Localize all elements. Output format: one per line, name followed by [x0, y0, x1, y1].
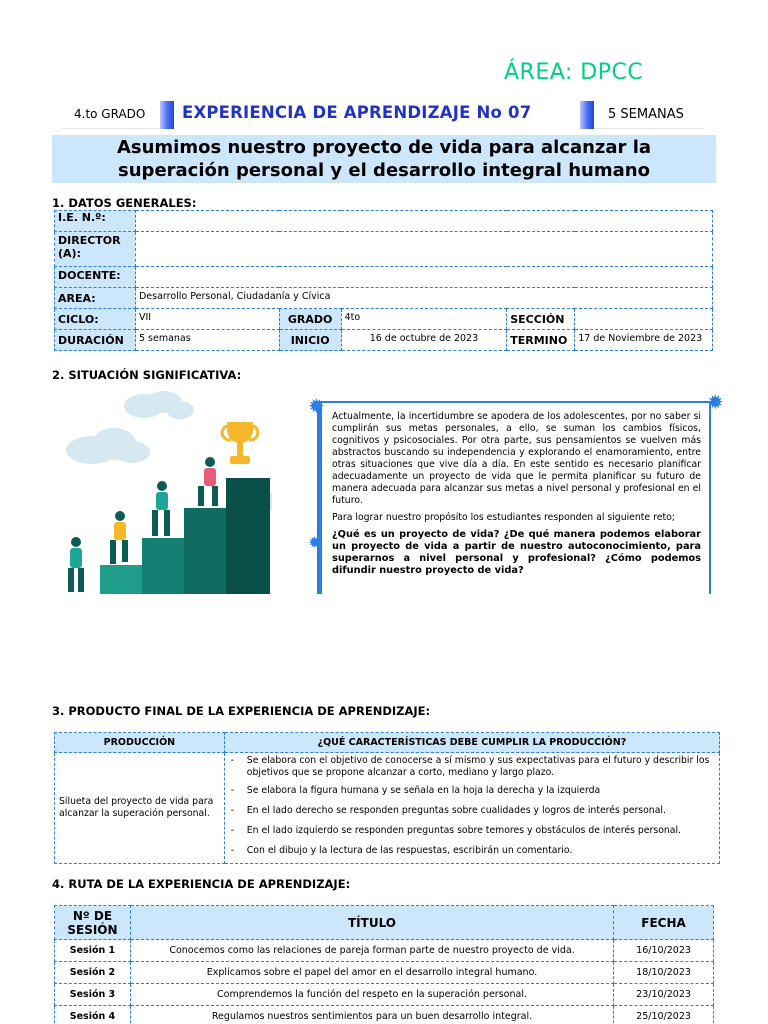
table-row	[55, 309, 713, 330]
sesion-cell: Sesión 4	[55, 1006, 131, 1024]
duracion-value: 5 semanas	[135, 330, 279, 351]
list-item: - En el lado izquierdo se responden preguntas sobre temores y obstáculos de interés personal.	[225, 823, 719, 843]
ruta-heading: 4. RUTA DE LA EXPERIENCIA DE APRENDIZAJE:	[52, 877, 351, 891]
area-label: AREA:	[55, 288, 136, 309]
ie-label: I.E. N.º:	[55, 211, 136, 232]
main-title-line2: superación personal y el desarrollo integral humano	[118, 160, 650, 181]
produccion-header: PRODUCCIÓN	[55, 733, 225, 753]
caracteristicas-list	[225, 753, 719, 863]
table-row	[55, 906, 714, 940]
director-label: DIRECTOR (A):	[55, 232, 136, 267]
termino-label: TERMINO	[507, 330, 575, 351]
main-title	[52, 135, 716, 183]
datos-generales-table	[54, 210, 713, 351]
grado-field-label: GRADO	[279, 309, 341, 330]
star-burst-icon: ✹	[308, 533, 322, 552]
docente-label: DOCENTE:	[55, 267, 136, 288]
sesion-header: Nº DE SESIÓN	[55, 906, 131, 940]
table-row	[55, 232, 713, 267]
success-stairs-illustration	[52, 390, 272, 594]
table-row	[55, 733, 720, 753]
ruta-table	[54, 905, 714, 1024]
table-row	[55, 211, 713, 232]
header-accent-left	[160, 101, 174, 129]
experiencia-title: EXPERIENCIA DE APRENDIZAJE No 07	[182, 103, 532, 122]
caracteristicas-header: ¿QUÉ CARACTERÍSTICAS DEBE CUMPLIR LA PRODUCCIÓN?	[224, 733, 719, 753]
titulo-cell: Comprendemos la función del respeto en la superación personal.	[130, 984, 613, 1006]
main-title-line1: Asumimos nuestro proyecto de vida para alcanzar la	[116, 137, 652, 158]
situacion-paragraph-2: Para lograr nuestro propósito los estudiantes responden al siguiente reto;	[332, 512, 675, 523]
docente-value	[135, 267, 712, 288]
area-title: ÁREA: DPCC	[504, 60, 644, 85]
titulo-header: TÍTULO	[130, 906, 613, 940]
table-row	[55, 984, 714, 1006]
header-bar	[62, 101, 704, 129]
seccion-label: SECCIÓN	[507, 309, 575, 330]
titulo-cell: Explicamos sobre el papel del amor en el desarrollo integral humano.	[130, 962, 613, 984]
producto-table	[54, 732, 720, 864]
list-item: - Se elabora con el objetivo de conocerse a sí mismo y sus expectativas para el futuro y describir los objetivos que se propone alcanzar a corto, mediano y largo plazo.	[225, 753, 719, 783]
fecha-cell: 18/10/2023	[614, 962, 714, 984]
grado-field-value: 4to	[341, 309, 507, 330]
table-row	[55, 288, 713, 309]
list-item: - Con el dibujo y la lectura de las respuestas, escribirán un comentario.	[225, 843, 719, 863]
table-row	[55, 267, 713, 288]
table-row	[55, 940, 714, 962]
sesion-cell: Sesión 2	[55, 962, 131, 984]
table-row	[55, 962, 714, 984]
datos-generales-heading: 1. DATOS GENERALES:	[52, 196, 197, 210]
semanas-label: 5 SEMANAS	[594, 101, 704, 129]
star-burst-icon: ✹	[308, 394, 325, 418]
seccion-value	[575, 309, 713, 330]
reto-questions: ¿Qué es un proyecto de vida? ¿De qué manera podemos elaborar un proyecto de vida a partir de nuestro autoconocimiento, para superarnos a nivel personal y profesional? ¿Cómo podemos difundir nuestro proyecto de vida?	[332, 529, 701, 576]
fecha-header: FECHA	[614, 906, 714, 940]
grado-label: 4.to GRADO	[62, 101, 160, 129]
fecha-cell: 23/10/2023	[614, 984, 714, 1006]
ie-value	[135, 211, 712, 232]
list-item: - En el lado derecho se responden preguntas sobre cualidades y logros de interés personal.	[225, 803, 719, 823]
star-burst-icon: ✹	[707, 390, 724, 414]
ciclo-value: VII	[135, 309, 279, 330]
situacion-paragraph-1: Actualmente, la incertidumbre se apodera de los adolescentes, por no saber si cumplirán sus metas personales, a ello, se suman los cambios físicos, cognitivos y psicosociales. Por otra parte, sus pensamientos se vuelven más abstractos buscando su independencia y explorando el enamoramiento, entre otras situaciones que vive día a día. En este sentido es necesario planificar adecuadamente un proyecto de vida que le permita planificar su futuro de manera adecuada para alcanzar sus metas a nivel personal y profesional en el futuro.	[332, 411, 701, 506]
fecha-cell: 25/10/2023	[614, 1006, 714, 1024]
sesion-cell: Sesión 1	[55, 940, 131, 962]
termino-value: 17 de Noviembre de 2023	[575, 330, 713, 351]
producto-heading: 3. PRODUCTO FINAL DE LA EXPERIENCIA DE APRENDIZAJE:	[52, 704, 431, 718]
list-item: - Se elabora la figura humana y se señala en la hoja la derecha y la izquierda	[225, 783, 719, 803]
table-row	[55, 330, 713, 351]
table-row	[55, 753, 720, 864]
situacion-text-box	[317, 401, 711, 594]
sesion-cell: Sesión 3	[55, 984, 131, 1006]
situacion-heading: 2. SITUACIÓN SIGNIFICATIVA:	[52, 368, 242, 382]
titulo-cell: Conocemos como las relaciones de pareja forman parte de nuestro proyecto de vida.	[130, 940, 613, 962]
inicio-label: INICIO	[279, 330, 341, 351]
table-row	[55, 1006, 714, 1024]
header-accent-right	[580, 101, 594, 129]
ciclo-label: CICLO:	[55, 309, 136, 330]
caracteristicas-cell	[224, 753, 719, 864]
director-value	[135, 232, 712, 267]
inicio-value: 16 de octubre de 2023	[341, 330, 507, 351]
titulo-cell: Regulamos nuestros sentimientos para un buen desarrollo integral.	[130, 1006, 613, 1024]
produccion-value: Silueta del proyecto de vida para alcanzar la superación personal.	[55, 753, 225, 864]
fecha-cell: 16/10/2023	[614, 940, 714, 962]
area-value: Desarrollo Personal, Ciudadanía y Cívica	[135, 288, 712, 309]
duracion-label: DURACIÓN	[55, 330, 136, 351]
